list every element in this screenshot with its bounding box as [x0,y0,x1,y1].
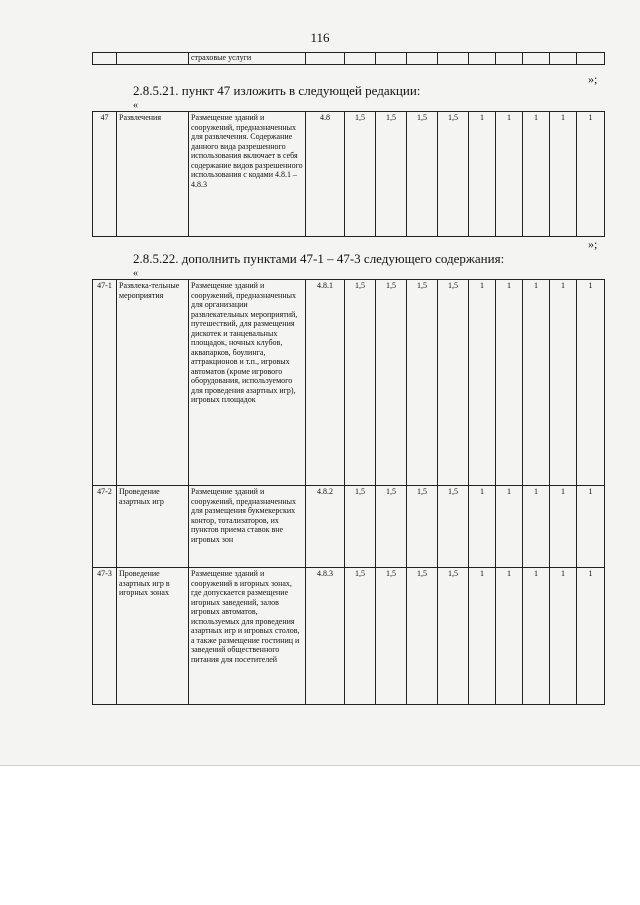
coefficient-8: 1 [550,112,577,237]
row-number: 47-1 [93,280,117,486]
use-description: Размещение зданий и сооружений, предназначенных для размещения букмекерских контор, тотализаторов, их пунктов приема ставок вне игровых зон [189,486,306,568]
use-name: Развлечения [117,112,189,237]
cell-empty [93,53,117,65]
coefficient-3: 1,5 [407,486,438,568]
coefficient-6: 1 [496,486,523,568]
section-heading-2-8-5-22: 2.8.5.22. дополнить пунктами 47-1 – 47-3 следующего содержания: [133,251,505,266]
coefficient-9: 1 [577,280,605,486]
coefficient-4: 1,5 [438,568,469,705]
closing-quote: »; [588,72,598,86]
coefficient-9: 1 [577,112,605,237]
top-continuation-table [92,52,605,65]
coefficient-6: 1 [496,568,523,705]
coefficient-9: 1 [577,568,605,705]
coefficient-2: 1,5 [376,568,407,705]
closing-quote: »; [588,237,598,251]
coefficient-6: 1 [496,112,523,237]
coefficient-7: 1 [523,280,550,486]
opening-quote: « [133,100,138,111]
coefficient-3: 1,5 [407,280,438,486]
use-code: 4.8.3 [306,568,345,705]
coefficient-8: 1 [550,568,577,705]
coefficient-4: 1,5 [438,280,469,486]
coefficient-1: 1,5 [345,112,376,237]
row-number: 47 [93,112,117,237]
coefficient-2: 1,5 [376,112,407,237]
insurance-services-cell: страховые услуги [189,53,306,65]
coefficient-5: 1 [469,112,496,237]
use-description: Размещение зданий и сооружений, предназначенных для развлечения. Содержание данного вида разрешенного использования включает в себя содержание видов разрешенного использования с кодами 4.8.1 – 4.8.3 [189,112,306,237]
use-name: Проведение азартных игр в игорных зонах [117,568,189,705]
use-code: 4.8 [306,112,345,237]
coefficient-7: 1 [523,486,550,568]
section-22-table [92,279,605,705]
section-21-table [92,111,605,237]
coefficient-4: 1,5 [438,112,469,237]
coefficient-1: 1,5 [345,486,376,568]
cell-empty [117,53,189,65]
table-row [93,280,605,486]
coefficient-2: 1,5 [376,486,407,568]
use-code: 4.8.1 [306,280,345,486]
table-row [93,568,605,705]
coefficient-5: 1 [469,280,496,486]
coefficient-1: 1,5 [345,568,376,705]
coefficient-3: 1,5 [407,568,438,705]
use-name: Проведение азартных игр [117,486,189,568]
coefficient-2: 1,5 [376,280,407,486]
coefficient-7: 1 [523,112,550,237]
use-name: Развлека-тельные мероприятия [117,280,189,486]
section-heading-2-8-5-21: 2.8.5.21. пункт 47 изложить в следующей редакции: [133,83,421,98]
coefficient-3: 1,5 [407,112,438,237]
coefficient-8: 1 [550,280,577,486]
coefficient-6: 1 [496,280,523,486]
use-code: 4.8.2 [306,486,345,568]
page-number: 116 [310,30,330,45]
use-description: Размещение зданий и сооружений, предназначенных для организации развлекательных мероприятий, путешествий, для размещения дискотек и танцевальных площадок, ночных клубов, аквапарков, боулинга, аттракционов и т.п., игровых автоматов (кроме игрового оборудования, используемого для проведения азартных игр), игровых площадок [189,280,306,486]
opening-quote: « [133,268,138,279]
coefficient-7: 1 [523,568,550,705]
table-row [93,486,605,568]
use-description: Размещение зданий и сооружений в игорных зонах, где допускается размещение игорных заведений, залов игровых автоматов, используемых для проведения азартных игр и игровых столов, а также размещение гостиниц и заведений общественного питания для посетителей [189,568,306,705]
coefficient-9: 1 [577,486,605,568]
coefficient-4: 1,5 [438,486,469,568]
coefficient-5: 1 [469,486,496,568]
coefficient-5: 1 [469,568,496,705]
coefficient-1: 1,5 [345,280,376,486]
row-number: 47-3 [93,568,117,705]
table-row [93,112,605,237]
row-number: 47-2 [93,486,117,568]
coefficient-8: 1 [550,486,577,568]
